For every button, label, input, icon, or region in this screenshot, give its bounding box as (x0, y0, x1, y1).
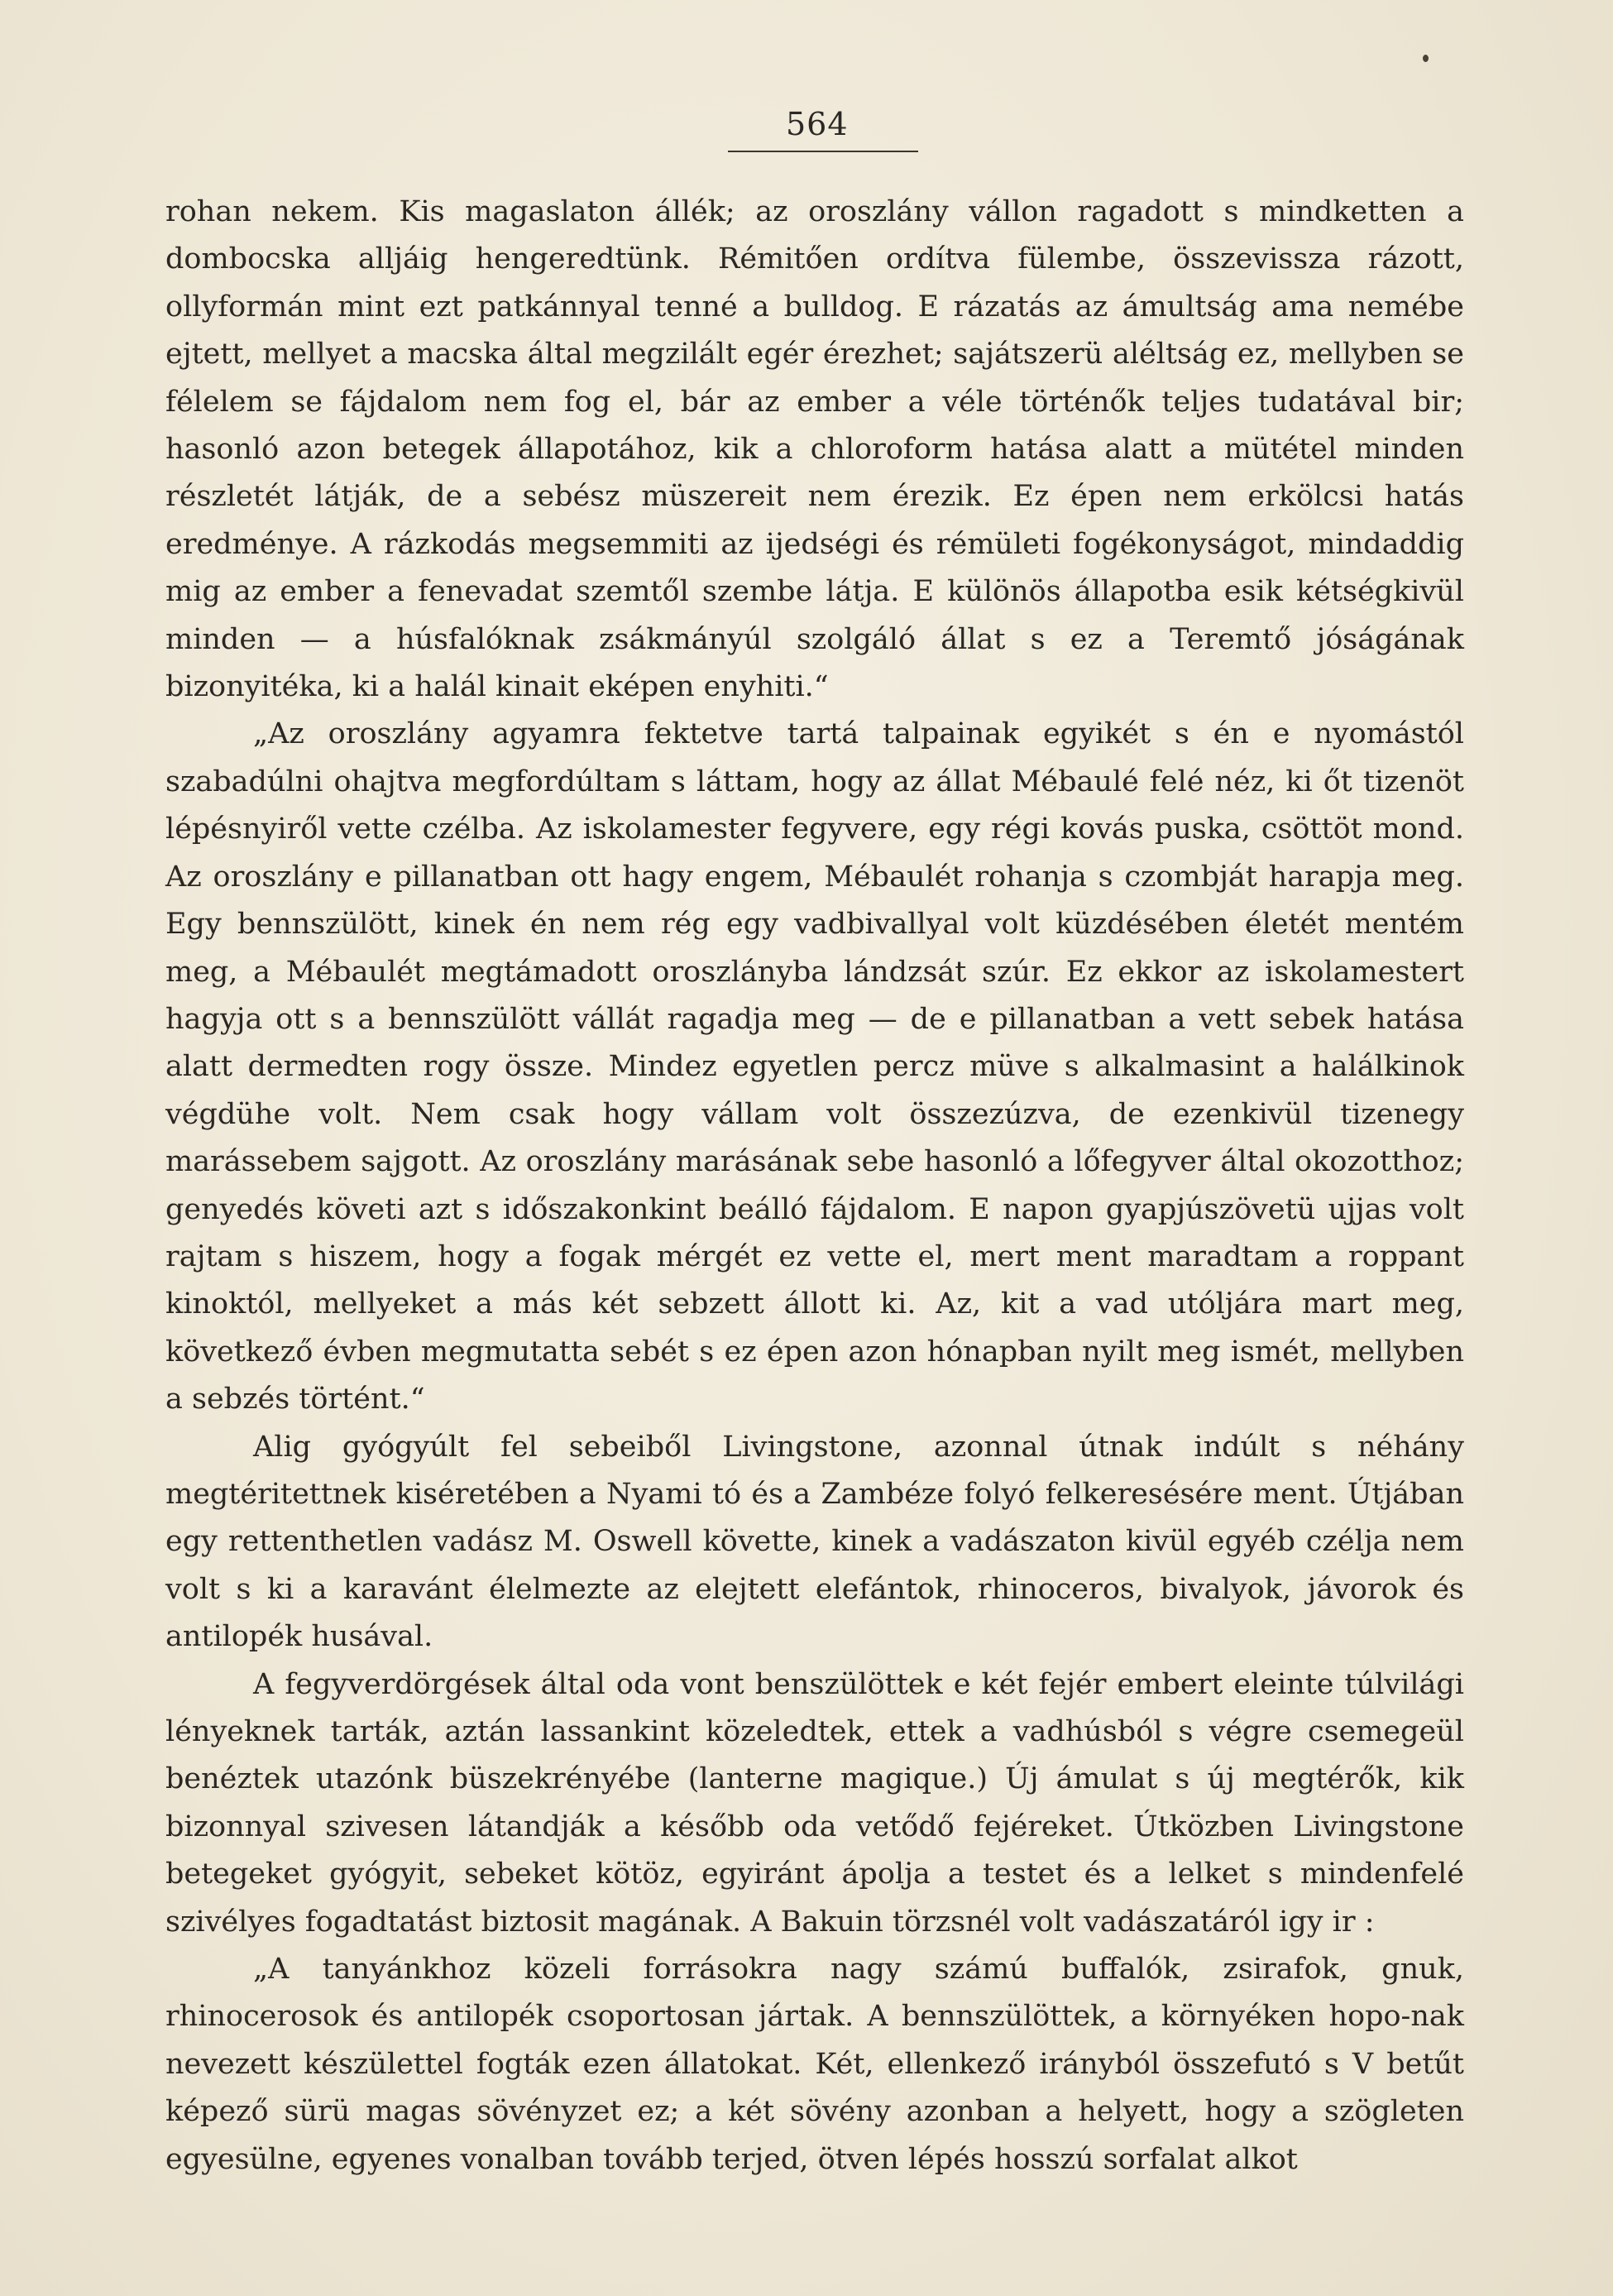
paragraph-3: Alig gyógyúlt fel sebeiből Livingstone, azonnal útnak indúlt s néhány megtéritettnek kiséretében a Nyami tó és a Zambéze folyó felkeresésére ment. Útjában egy rettenthetlen vadász M. Oswell követte, kinek a vadászaton kivül egyéb czélja nem volt s ki a karavánt élelmezte az elejtett elefántok, rhinoceros, bivalyok, jávorok és antilopék husával. (165, 1430, 1464, 1654)
paragraph-4: A fegyverdörgések által oda vont benszülöttek e két fejér embert eleinte túlvilági lényeknek tarták, aztán lassankint közeledtek, ettek a vadhúsból s végre csemegeül benéztek utazónk büszekrényébe (lanterne magique.) Új ámulat s új megtérők, kik bizonnyal szivesen látandják a később oda vetődő fejéreket. Útközben Livingstone betegeket gyógyit, sebeket kötöz, egyiránt ápolja a testet és a lelket s mindenfelé szivélyes fogadtatást biztosit magának. A Bakuin törzsnél volt vadászatáról igy ir : (165, 1667, 1464, 1939)
body-text (165, 189, 1464, 2183)
page-number-rule (728, 151, 918, 152)
paragraph-2: „Az oroszlány agyamra fektetve tartá talpainak egyikét s én e nyomástól szabadúlni ohajtva megfordúltam s láttam, hogy az állat Mébaulé felé néz, ki őt tizenöt lépésnyiről vette czélba. Az iskolamester fegyvere, egy régi kovás puska, csöttöt mond. Az oroszlány e pillanatban ott hagy engem, Mébaulét rohanja s czombját harapja meg. Egy bennszülött, kinek én nem rég egy vadbivallyal volt küzdésében életét mentém meg, a Mébaulét megtámadott oroszlányba lándzsát szúr. Ez ekkor az iskolamestert hagyja ott s a bennszülött vállát ragadja meg — de e pillanatban a vett sebek hatása alatt dermedten rogy össze. Mindez egyetlen percz müve s alkalmasint a halálkinok végdühe volt. Nem csak hogy vállam volt összezúzva, de ezenkivül tizenegy marássebem sajgott. Az oroszlány marásának sebe hasonló a lőfegyver által okozotthoz; genyedés követi azt s időszakonkint beálló fájdalom. E napon gyapjúszövetü ujjas volt rajtam s hiszem, hogy a fogak mérgét ez vette el, mert ment maradtam a roppant kinoktól, mellyeket a más két sebzett állott ki. Az, kit a vad utóljára mart meg, következő évben megmutatta sebét s ez épen azon hónapban nyilt meg ismét, mellyben a sebzés történt.“ (165, 717, 1464, 1416)
page-number: 564 (786, 106, 849, 142)
paragraph-5: „A tanyánkhoz közeli forrásokra nagy számú buffalók, zsirafok, gnuk, rhinocerosok és antilopék csoportosan jártak. A bennszülöttek, a környéken hopo-nak nevezett készülettel fogták ezen állatokat. Két, ellenkező irányból összefutó s V betűt képező sürü magas sövényzet ez; a két sövény azonban a helyett, hogy a szögleten egyesülne, egyenes vonalban tovább terjed, ötven lépés hosszú sorfalat alkot (165, 1953, 1464, 2176)
paragraph-1: rohan nekem. Kis magaslaton állék; az oroszlány vállon ragadott s mindketten a dombocska alljáig hengeredtünk. Rémitően ordítva fülembe, összevissza rázott, ollyformán mint ezt patkánnyal tenné a bulldog. E rázatás az ámultság ama nemébe ejtett, mellyet a macska által megzilált egér érezhet; sajátszerü aléltság ez, mellyben se félelem se fájdalom nem fog el, bár az ember a véle történők teljes tudatával bir; hasonló azon betegek állapotához, kik a chloroform hatása alatt a mütétel minden részletét látják, de a sebész müszereit nem érezik. Ez épen nem erkölcsi hatás eredménye. A rázkodás megsemmiti az ijedségi és rémületi fogékonyságot, mindaddig mig az ember a fenevadat szemtől szembe látja. E különös állapotba esik kétségkivül minden — a húsfalóknak zsákmányúl szolgáló állat s ez a Teremtő jóságának bizonyitéka, ki a halál kinait eképen enyhiti.“ (165, 195, 1464, 704)
ink-speck (1423, 55, 1429, 62)
